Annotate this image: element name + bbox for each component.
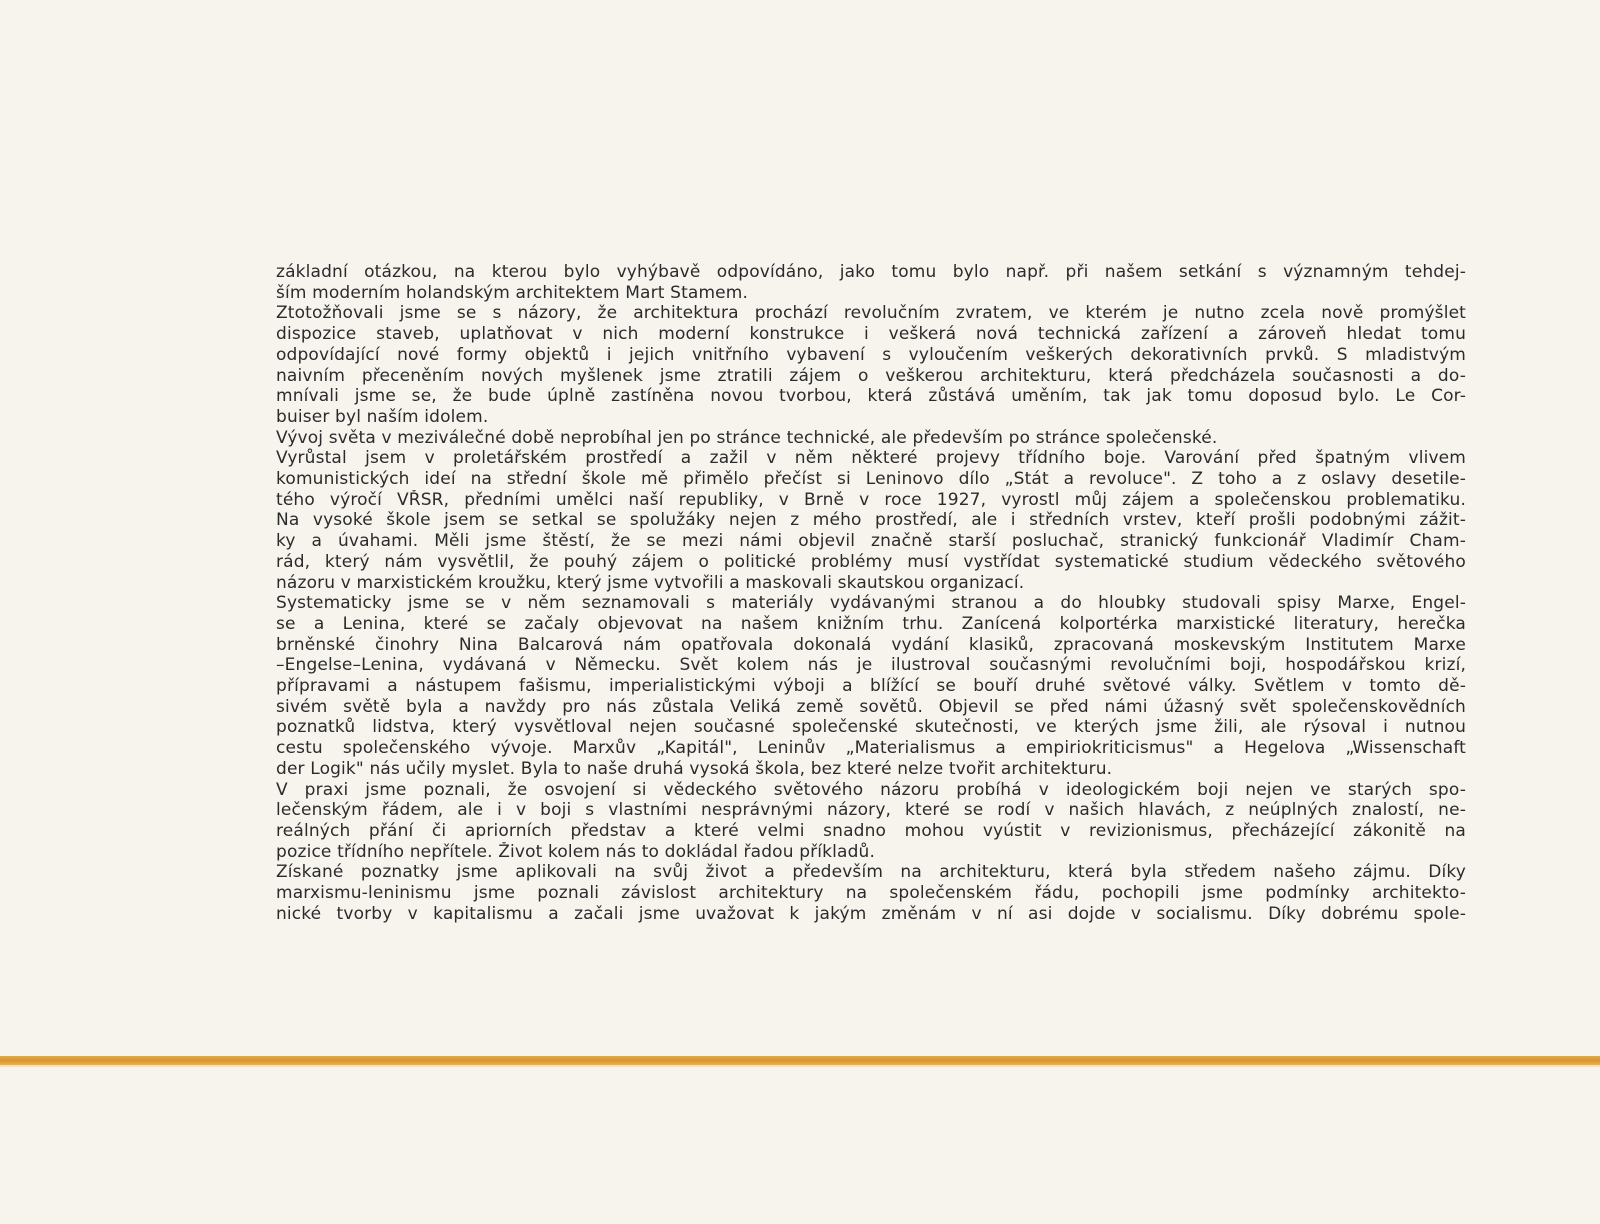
text-line: der Logik" nás učily myslet. Byla to naše druhá vysoká škola, bez které nelze tvořit architekturu. [276, 758, 1113, 779]
text-line: cestu společenského vývoje. Marxův „Kapitál", Leninův „Materialismus a empiriokriticismus" a Hegelova „Wissenschaft [276, 738, 1466, 759]
text-line: –Engelse–Lenina, vydávaná v Německu. Svět kolem nás je ilustroval současnými revolučními boji, hospodářskou krizí, [276, 655, 1466, 676]
text-line: odpovídající nové formy objektů i jejich vnitřního vybavení s vyloučením veškerých dekorativních prvků. S mladistvým [276, 344, 1466, 365]
text-line: názoru v marxistickém kroužku, který jsme vytvořili a maskovali skautskou organizací. [276, 572, 1025, 593]
text-line: V praxi jsme poznali, že osvojení si vědeckého světového názoru probíhá v ideologickém boji nejen ve starých spo- [276, 779, 1466, 800]
text-line: mnívali jsme se, že bude úplně zastíněna novou tvorbou, která zůstává uměním, tak jak tomu doposud bylo. Le Cor- [276, 386, 1466, 407]
decorative-orange-rule [0, 1056, 1600, 1065]
text-line: Vyrůstal jsem v proletářském prostředí a zažil v něm některé projevy třídního boje. Varování před špatným vlivem [276, 448, 1466, 469]
text-line: Na vysoké škole jsem se setkal se spolužáky nejen z mého prostředí, ale i středních vrstev, kteří prošli podobnými zážit- [276, 510, 1466, 531]
text-line: tého výročí VŘSR, předními umělci naší republiky, v Brně v roce 1927, vyrostl můj zájem a společenskou problematiku. [276, 489, 1466, 510]
text-line: ším moderním holandským architektem Mart Stamem. [276, 282, 749, 303]
text-line: rád, který nám vysvětlil, že pouhý zájem o politické problémy musí vystřídat systematické studium vědeckého světového [276, 551, 1466, 572]
text-line: lečenským řádem, ale i v boji s vlastními nesprávnými názory, které se rodí v našich hlavách, z neúplných znalostí, ne- [276, 800, 1466, 821]
text-line: sivém světě byla a navždy pro nás zůstala Veliká země sovětů. Objevil se před námi úžasný svět společenskovědních [276, 696, 1466, 717]
text-line: se a Lenina, které se začaly objevovat na našem knižním trhu. Zanícená kolportérka marxistické literatury, herečka [276, 613, 1466, 634]
text-line: brněnské činohry Nina Balcarová nám opatřovala dokonalá vydání klasiků, zpracovaná moskevským Institutem Marxe [276, 634, 1466, 655]
text-line: přípravami a nástupem fašismu, imperialistickými výboji a blížící se bouří druhé světové války. Světlem v tomto dě- [276, 676, 1466, 697]
text-line: ky a úvahami. Měli jsme štěstí, že se mezi námi objevil značně starší posluchač, stranický funkcionář Vladimír Cham- [276, 531, 1466, 552]
text-line: pozice třídního nepřítele. Život kolem nás to dokládal řadou příkladů. [276, 841, 876, 862]
text-line: buiser byl naším idolem. [276, 406, 489, 427]
text-line: reálných přání či apriorních představ a které velmi snadno mohou vyústit v revizionismus, přecházející zákonitě na [276, 820, 1466, 841]
rule-shadow [0, 1065, 1600, 1067]
text-line: komunistických ideí na střední škole mě přimělo přečíst si Leninovo dílo „Stát a revoluce". Z toho a z oslavy desetile- [276, 469, 1466, 490]
text-line: dispozice staveb, uplatňovat v nich moderní konstrukce i veškerá nová technická zařízení a zároveň hledat tomu [276, 324, 1466, 345]
text-line: základní otázkou, na kterou bylo vyhýbavě odpovídáno, jako tomu bylo např. při našem setkání s významným tehdej- [276, 262, 1466, 282]
body-text [276, 262, 1466, 925]
text-line: naivním přeceněním nových myšlenek jsme ztratili zájem o veškerou architekturu, která předcházela současnosti a do- [276, 365, 1466, 386]
text-line: Vývoj světa v meziválečné době neprobíhal jen po stránce technické, ale především po stránce společenské. [276, 427, 1218, 448]
text-line: Ztotožňovali jsme se s názory, že architektura prochází revolučním zvratem, ve kterém je nutno zcela nově promýšlet [276, 303, 1466, 324]
text-line: Získané poznatky jsme aplikovali na svůj život a především na architekturu, která byla středem našeho zájmu. Díky [276, 862, 1466, 883]
text-line: marxismu-leninismu jsme poznali závislost architektury na společenském řádu, pochopili jsme podmínky architekto- [276, 883, 1466, 904]
text-line: Systematicky jsme se v něm seznamovali s materiály vydávanými stranou a do hloubky studovali spisy Marxe, Engel- [276, 593, 1466, 614]
text-line: nické tvorby v kapitalismu a začali jsme uvažovat k jakým změnám v ní asi dojde v socialismu. Díky dobrému spole- [276, 903, 1466, 924]
text-line: poznatků lidstva, který vysvětloval nejen současné společenské skutečnosti, ve kterých jsme žili, ale rýsoval i nutnou [276, 717, 1466, 738]
